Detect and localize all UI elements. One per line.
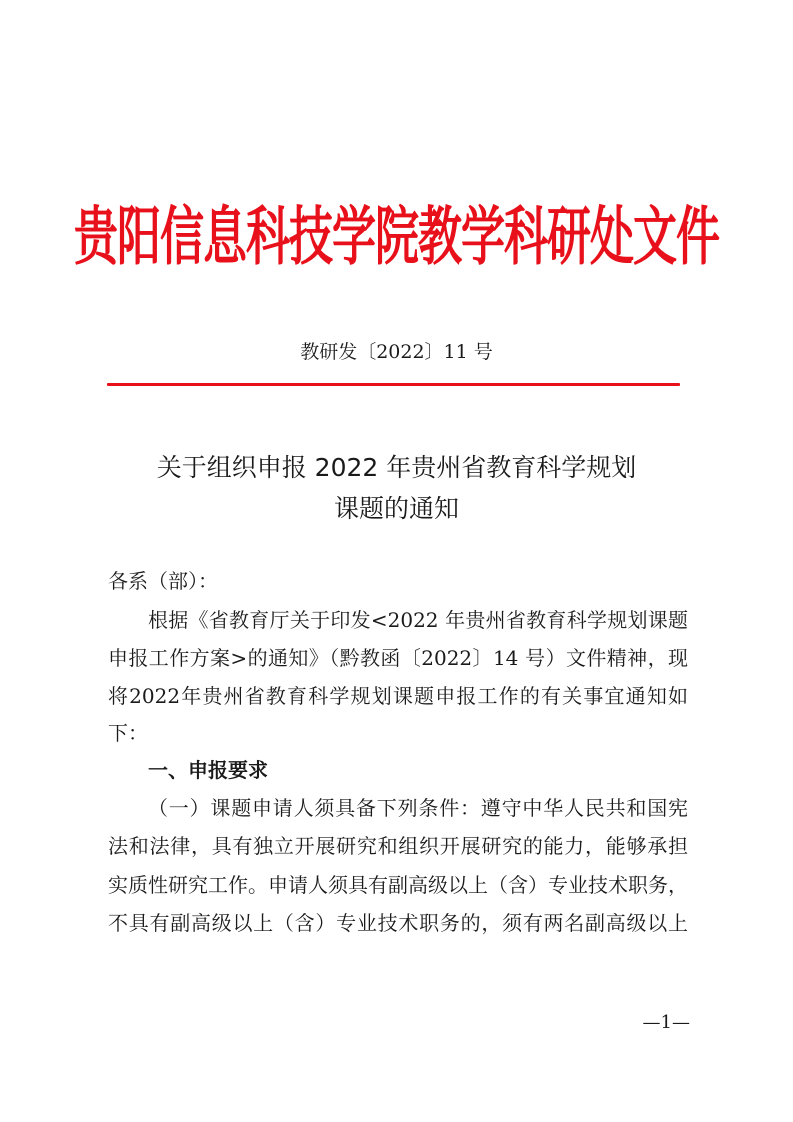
paragraph1-line-2: 申报工作方案>的通知》（黔教函〔2022〕14 号）文件精神，现 [108,646,688,670]
paragraph1-line-1: 根据《省教育厅关于印发<2022 年贵州省教育科学规划课题 [148,608,688,632]
document-number: 教研发〔2022〕11 号 [300,341,493,363]
section-heading-requirements: 一、申报要求 [148,758,268,782]
salutation: 各系（部）： [108,569,218,593]
page-number: —1— [642,1012,690,1033]
paragraph2-line-4: 不具有副高级以上（含）专业技术职务的，须有两名副高级以上 [108,911,688,935]
notice-title-line-1: 关于组织申报 2022 年贵州省教育科学规划 [156,453,637,482]
paragraph2-line-1: （一）课题申请人须具备下列条件：遵守中华人民共和国宪 [148,796,688,820]
masthead-title: 贵阳信息科技学院教学科研处文件 [74,200,719,275]
paragraph1-line-3: 将2022年贵州省教育科学规划课题申报工作的有关事宜通知如 [108,684,688,708]
paragraph2-line-2: 法和法律，具有独立开展研究和组织开展研究的能力，能够承担 [108,834,688,858]
red-separator-rule [107,383,680,386]
paragraph2-line-3: 实质性研究工作。申请人须具有副高级以上（含）专业技术职务， [108,873,688,897]
notice-title-line-2: 课题的通知 [333,494,459,523]
paragraph1-line-4: 下： [108,721,148,745]
